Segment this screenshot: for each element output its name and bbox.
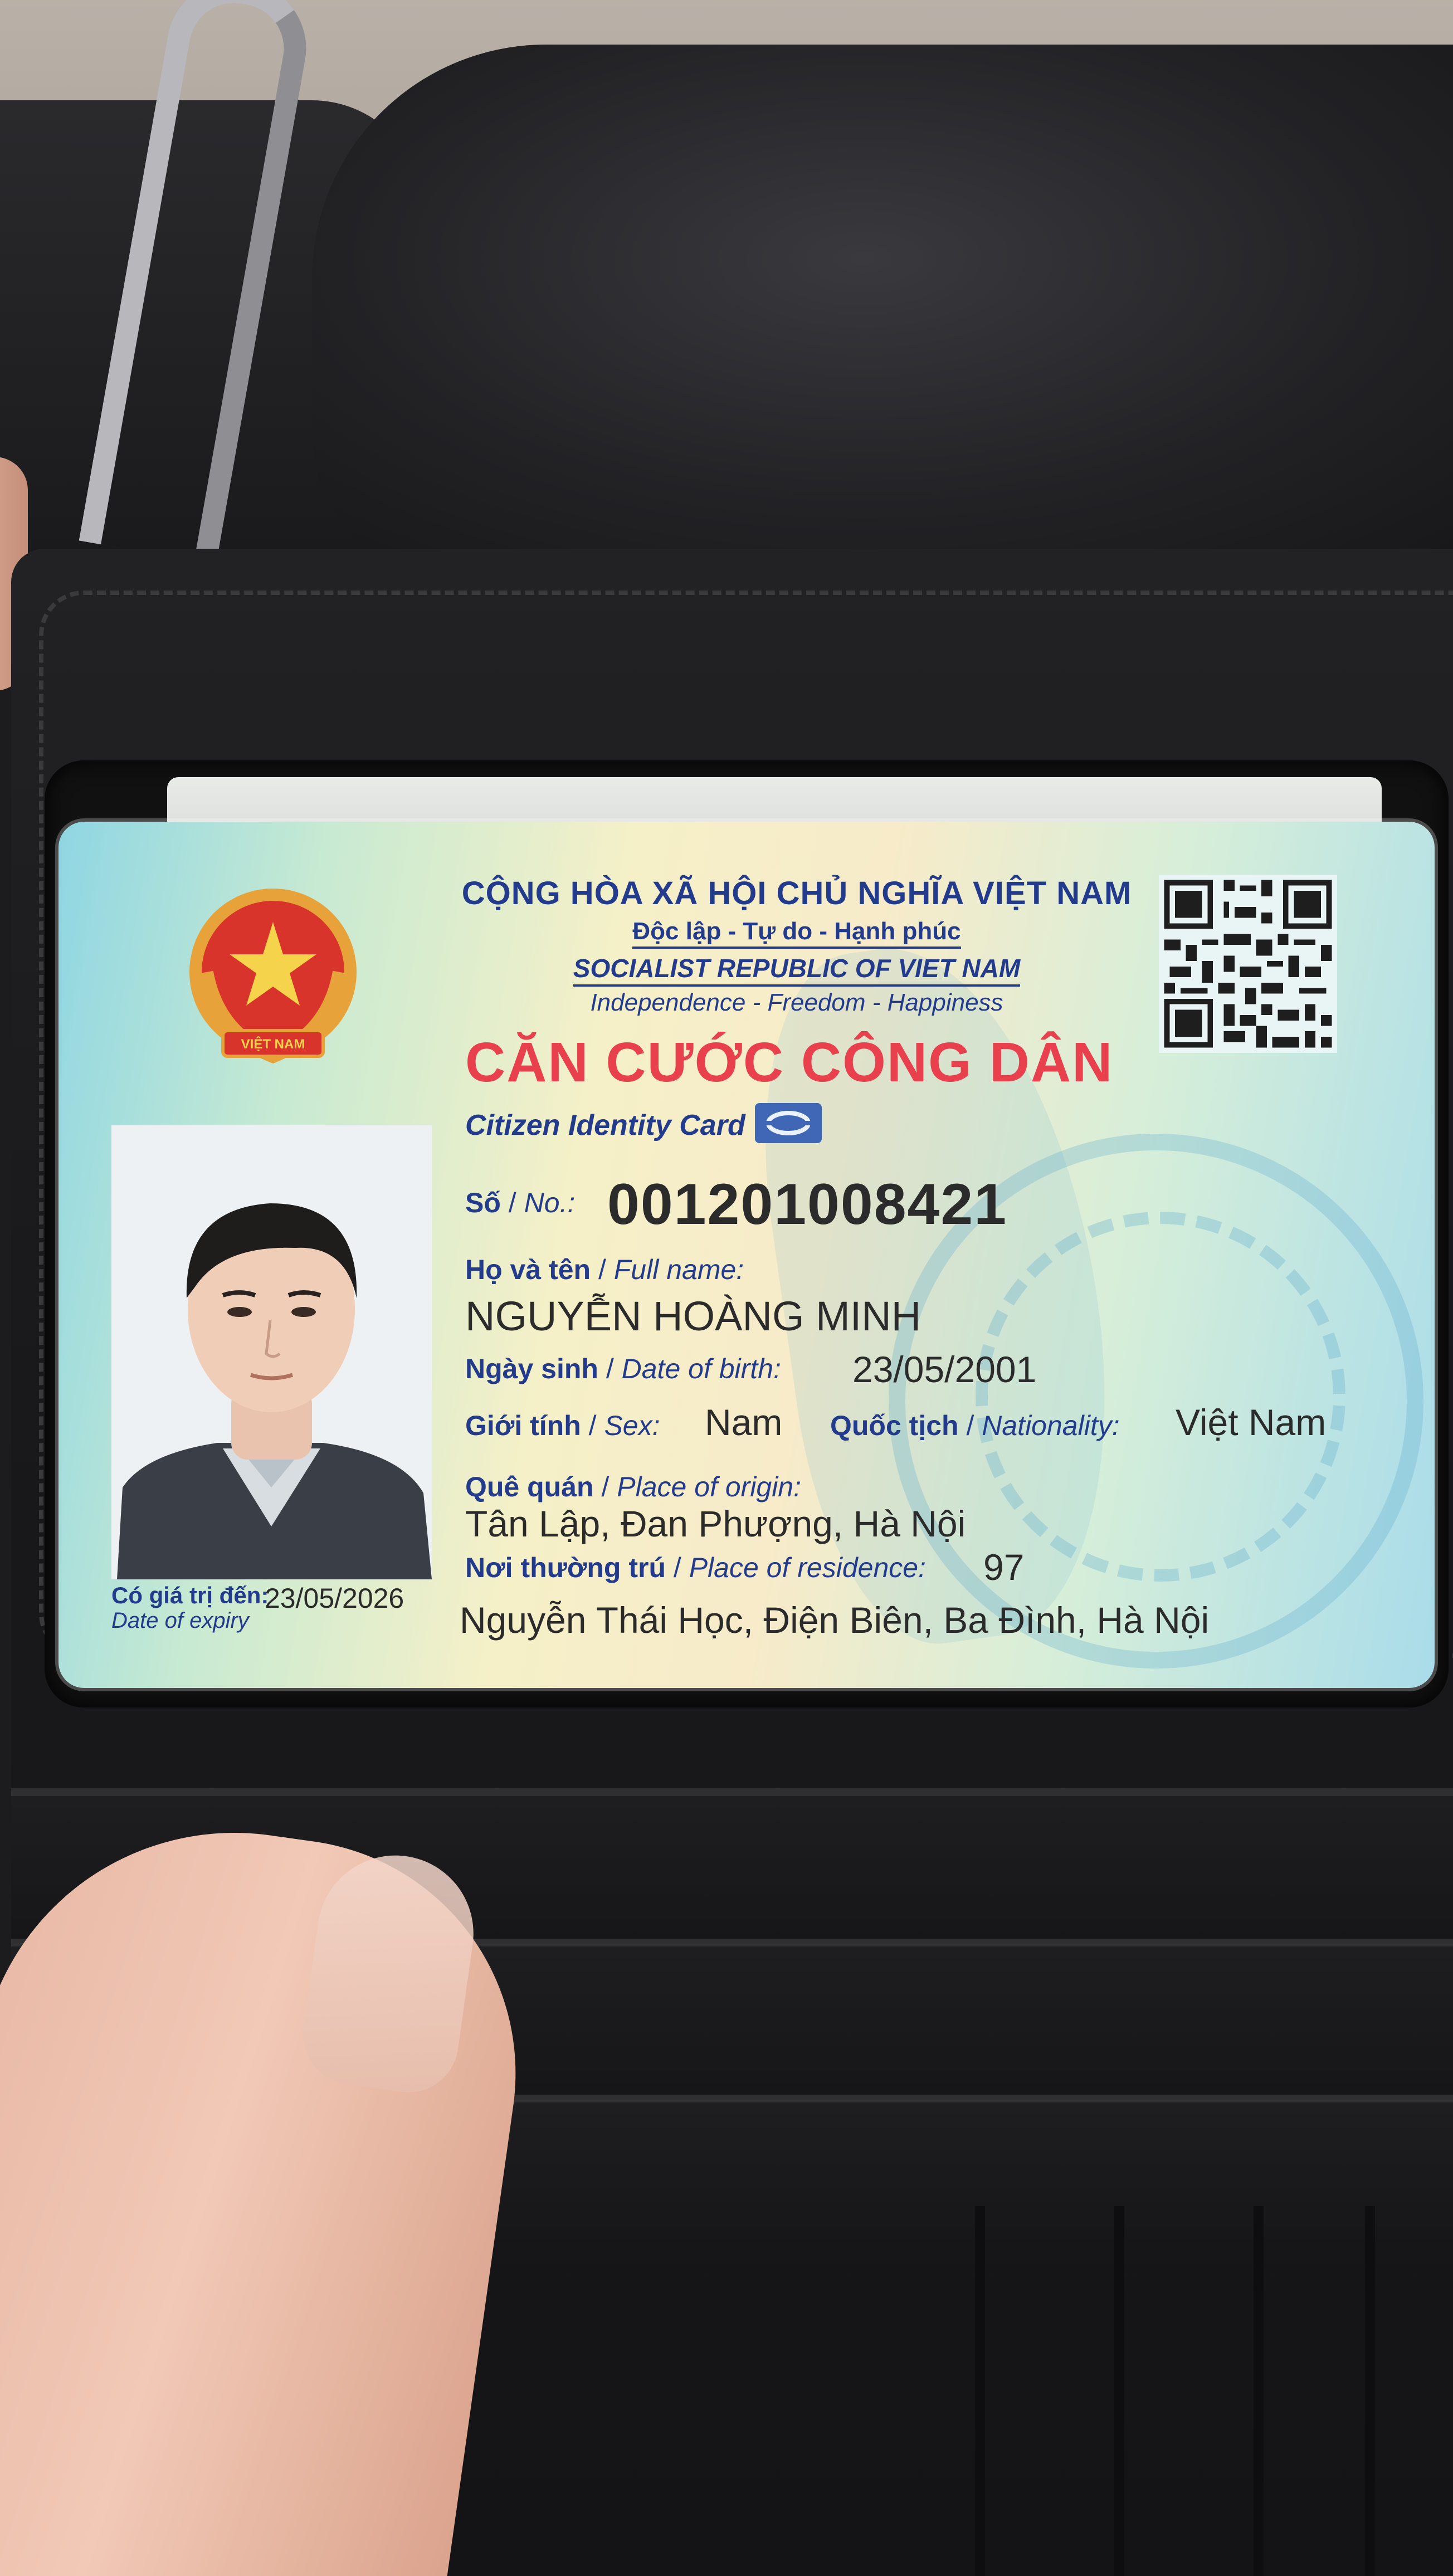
- guilloche-pattern: [976, 1212, 1345, 1582]
- expiry-label-en: Date of expiry: [111, 1608, 249, 1633]
- wallet-slot: [1254, 2206, 1264, 2576]
- origin-label: Quê quán / Place of origin:: [465, 1471, 802, 1502]
- residence-line-1: 97: [983, 1546, 1025, 1588]
- qr-code-icon: [1159, 875, 1337, 1053]
- card-subtitle: Citizen Identity Card: [465, 1109, 745, 1141]
- expiry-label: Có giá trị đến:: [111, 1582, 269, 1608]
- national-emblem-icon: [184, 889, 362, 1067]
- residence-label: Nơi thường trú / Place of residence:: [465, 1552, 926, 1583]
- wallet-slot: [1114, 2206, 1124, 2576]
- nationality-label: Quốc tịch / Nationality:: [830, 1410, 1120, 1441]
- republic-name-en: SOCIALIST REPUBLIC OF VIET NAM: [573, 953, 1020, 987]
- wallet-slot: [975, 2206, 985, 2576]
- nationality-value: Việt Nam: [1176, 1402, 1327, 1443]
- expiry-date: 23/05/2026: [265, 1583, 404, 1614]
- sex-value: Nam: [705, 1402, 783, 1443]
- emblem-ribbon-text: VIỆT NAM: [241, 1037, 305, 1052]
- card-title: CĂN CƯỚC CÔNG DÂN: [465, 1031, 1114, 1094]
- full-name: NGUYỄN HOÀNG MINH: [465, 1293, 921, 1339]
- date-of-birth: 23/05/2001: [852, 1349, 1037, 1390]
- republic-name: CỘNG HÒA XÃ HỘI CHỦ NGHĨA VIỆT NAM: [461, 875, 1132, 911]
- motto: Độc lập - Tự do - Hạnh phúc: [632, 918, 960, 949]
- person-portrait-icon: [111, 1125, 432, 1579]
- card-header: [404, 875, 1189, 1017]
- citizen-id-card: [58, 822, 1435, 1688]
- id-number: 001201008421: [607, 1172, 1008, 1237]
- place-of-origin: Tân Lập, Đan Phượng, Hà Nội: [465, 1503, 966, 1544]
- id-number-label: Số / No.:: [465, 1187, 576, 1218]
- contact-chip-icon: [755, 1103, 822, 1143]
- motto-en: Independence - Freedom - Happiness: [590, 989, 1003, 1016]
- wallet-slot: [1365, 2206, 1375, 2576]
- scooter-seat: [312, 45, 1453, 579]
- sex-label: Giới tính / Sex:: [465, 1410, 660, 1441]
- residence-line-2: Nguyễn Thái Học, Điện Biên, Ba Đình, Hà Nội: [460, 1599, 1210, 1641]
- full-name-label: Họ và tên / Full name:: [465, 1254, 744, 1285]
- dob-label: Ngày sinh / Date of birth:: [465, 1353, 781, 1384]
- portrait-photo: [111, 1125, 432, 1579]
